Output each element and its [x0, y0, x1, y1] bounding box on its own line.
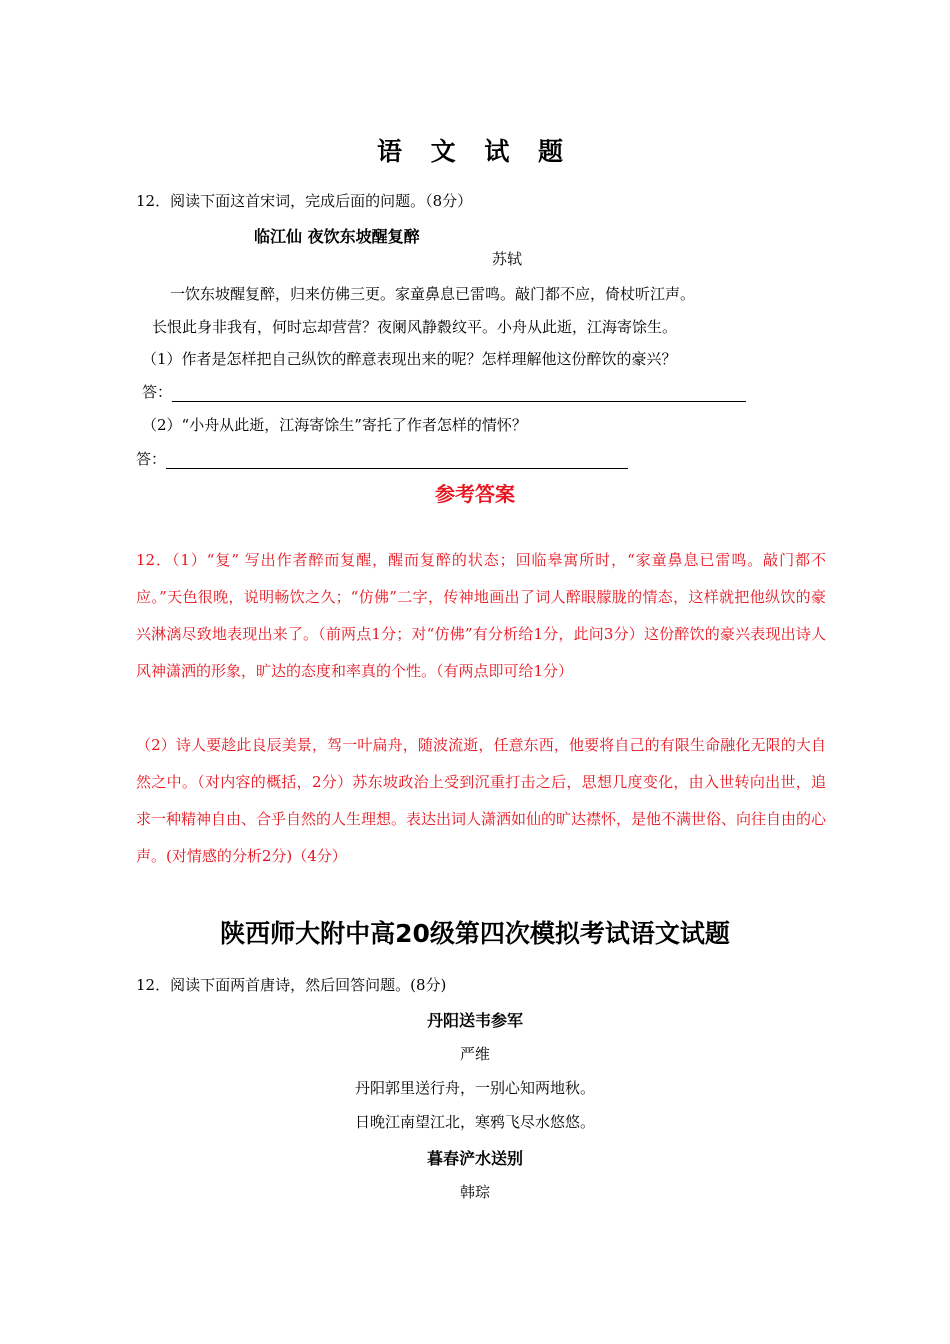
poem1-line-1: 丹阳郭里送行舟，一别心知两地秋。 — [354, 1079, 595, 1097]
poem2-author: 韩琮 — [459, 1183, 490, 1201]
reference-answer-title: 参考答案 — [435, 482, 515, 506]
poem-line-2: 长恨此身非我有，何时忘却营营？夜阑风静縠纹平。小舟从此逝，江海寄馀生。 — [152, 318, 678, 336]
sub-question-2: （2）“小舟从此逝，江海寄馀生”寄托了作者怎样的情怀？ — [142, 416, 527, 434]
poem1-author: 严维 — [459, 1045, 490, 1063]
poem-line-1: 一饮东坡醒复醉，归来仿佛三更。家童鼻息已雷鸣。敲门都不应，倚杖听江声。 — [170, 285, 696, 303]
reference-answer-part-2: （2）诗人要趁此良辰美景，驾一叶扁舟，随波流逝，任意东西，他要将自己的有限生命融化无限的大自然之中。（对内容的概括，2分）苏东坡政治上受到沉重打击之后，思想几度变化，由入世转向出世，追求一种精神自由、合乎自然的人生理想。表达出词人潇洒如仙的旷达襟怀，是他不满世俗、向往自由的心声。(对情感的分析2分)（4分） — [136, 736, 827, 865]
question-12-prompt: 12．阅读下面这首宋词，完成后面的问题。（8分） — [136, 192, 473, 210]
answer-blank-1[interactable] — [172, 387, 746, 402]
answer-label: 答： — [142, 383, 173, 401]
sub-question-1: （1）作者是怎样把自己纵饮的醉意表现出来的呢？怎样理解他这份醉饮的豪兴？ — [142, 350, 677, 368]
poem1-title: 丹阳送韦参军 — [426, 1011, 523, 1030]
poem-author: 苏轼 — [492, 250, 523, 268]
question-12-prompt-2: 12．阅读下面两首唐诗，然后回答问题。(8分) — [136, 976, 447, 994]
exam-title: 陕西师大附中高20级第四次模拟考试语文试题 — [220, 919, 730, 948]
answer-label: 答： — [136, 450, 167, 468]
answer-blank-2[interactable] — [166, 454, 628, 469]
document-title: 语 文 试 题 — [376, 137, 574, 166]
poem1-line-2: 日晚江南望江北，寒鸦飞尽水悠悠。 — [354, 1113, 595, 1131]
poem-title: 临江仙 夜饮东坡醒复醉 — [254, 227, 420, 246]
poem2-title: 暮春浐水送别 — [426, 1149, 523, 1168]
answer-row-2 — [136, 448, 628, 469]
reference-answer-part-1: 12．（1）“复” 写出作者醉而复醒，醒而复醉的状态；回临皋寓所时，“家童鼻息已雷鸣。敲门都不应。”天色很晚，说明畅饮之久；“仿佛”二字，传神地画出了词人醉眼朦胧的情态，这样就把他纵饮的豪兴淋漓尽致地表现出来了。（前两点1分；对“仿佛”有分析给1分，此问3分）这份醉饮的豪兴表现出诗人风神潇洒的形象，旷达的态度和率真的个性。（有两点即可给1分） — [136, 551, 826, 680]
answer-row-1 — [142, 381, 746, 402]
